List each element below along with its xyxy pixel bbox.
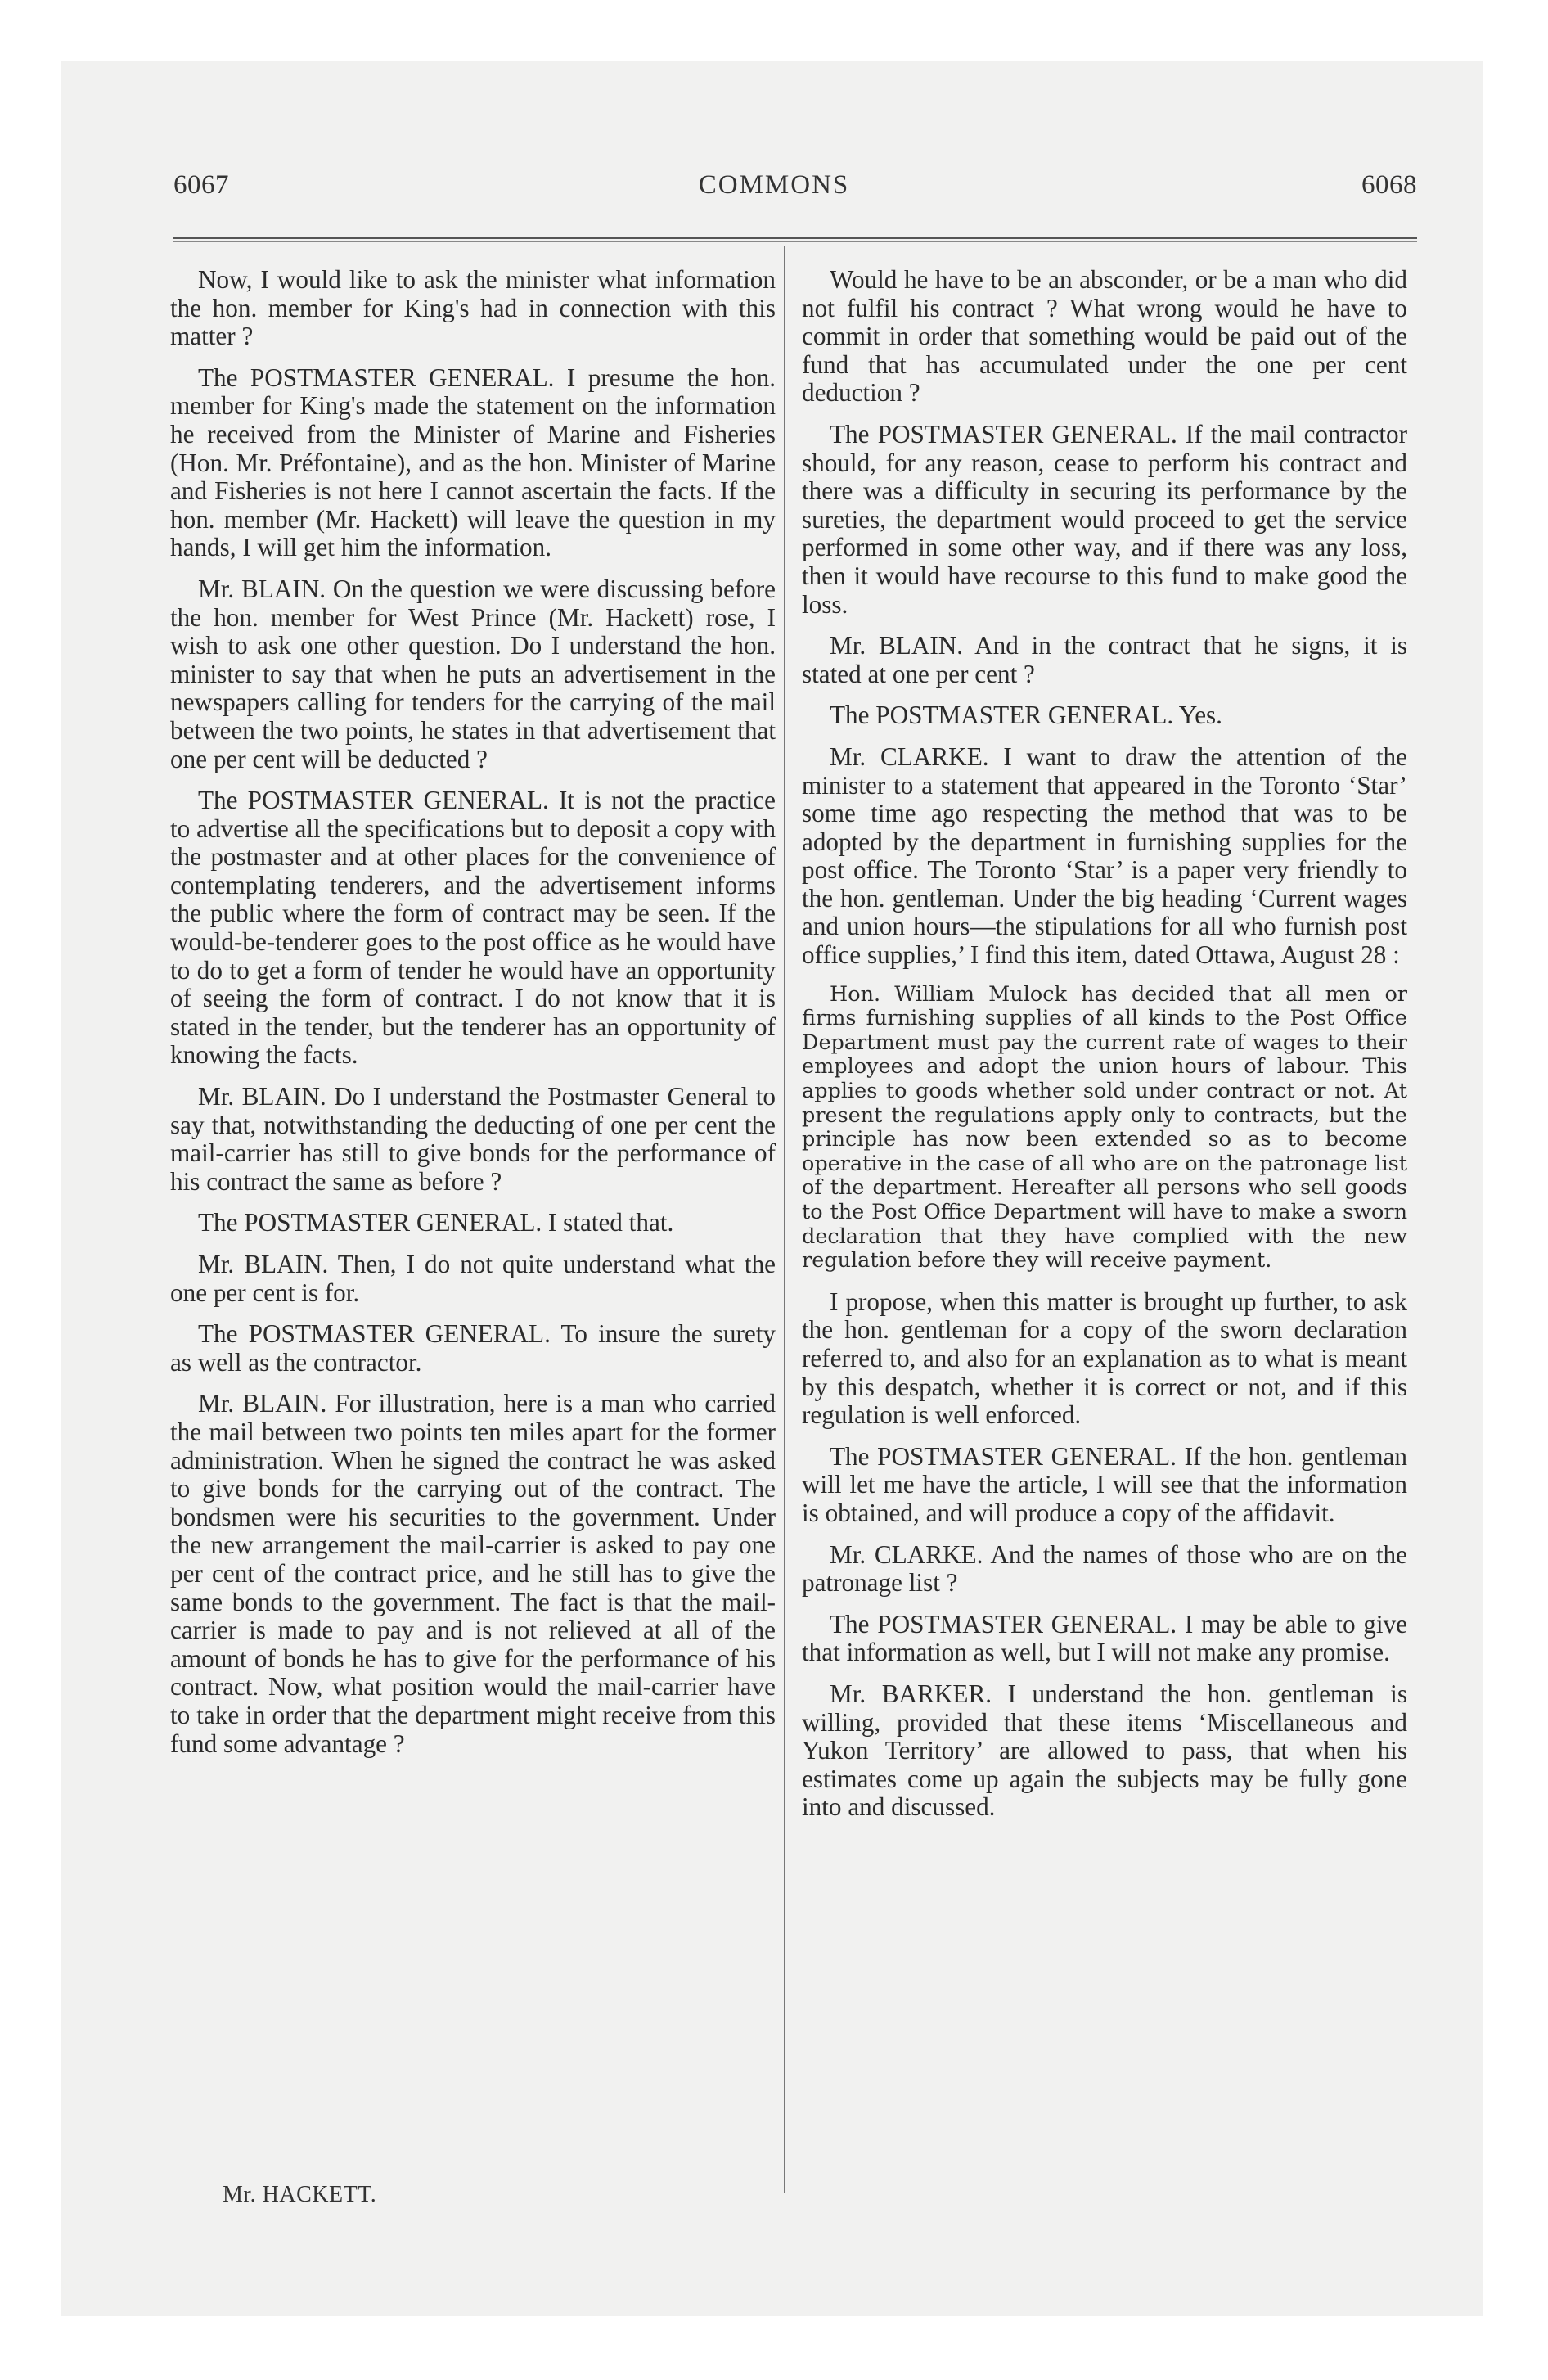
- quoted-item: Hon. William Mulock has decided that all men or firms furnishing supplies of all kinds to the Post Office Department must pay the current rate of wages to their employees and adopt the union hours of labour. This applies to goods whether sold under contract or not. At present the regulations apply only to contracts, but the principle has now been extended so as to become operative in the case of all who are on the patronage list of the department. Hereafter all persons who sell goods to the Post Office Department will have to make a sworn declaration that they have complied with the new regulation before they will receive payment.: [802, 981, 1407, 1273]
- paragraph: The POSTMASTER GENERAL. To insure the surety as well as the contractor.: [170, 1319, 776, 1377]
- paragraph: The POSTMASTER GENERAL. I stated that.: [198, 1208, 674, 1237]
- column-divider: [784, 246, 785, 2193]
- paragraph: Mr. BARKER. I understand the hon. gentleman is willing, provided that these items ‘Miscellaneous and Yukon Territory’ are allowed to pass, that when his estimates come up again the subjects may be fully gone into and discussed.: [802, 1679, 1407, 1822]
- paragraph: The POSTMASTER GENERAL. I presume the hon. member for King's made the statement on the information he received from the Minister of Marine and Fisheries (Hon. Mr. Préfontaine), and as the hon. Minister of Marine and Fisheries is not here I cannot ascertain the facts. If the hon. member (Mr. Hackett) will leave the question in my hands, I will get him the information.: [170, 363, 776, 562]
- paragraph: Mr. CLARKE. I want to draw the attention of the minister to a statement that appeared in the Toronto ‘Star’ some time ago respecting the method that was to be adopted by the department in furnishing supplies for the post office. The Toronto ‘Star’ is a paper very friendly to the hon. gentleman. Under the big heading ‘Current wages and union hours—the stipulations for all who furnish post office supplies,’ I find this item, dated Ottawa, August 28 :: [802, 741, 1407, 970]
- paragraph: The POSTMASTER GENERAL. I may be able to give that information as well, but I will not make any promise.: [802, 1609, 1407, 1667]
- paragraph: Would he have to be an absconder, or be a man who did not fulfil his contract ? What wrong would he have to commit in order that something would be paid out of the fund that has accumulated under the one per cent deduction ?: [802, 265, 1407, 408]
- paragraph: Mr. BLAIN. Do I understand the Postmaster General to say that, notwithstanding the deducting of one per cent the mail-carrier has still to give bonds for the performance of his contract the same as before ?: [170, 1082, 776, 1196]
- page-number-right: 6068: [1361, 170, 1417, 200]
- right-column: [802, 266, 1407, 1835]
- header-rule-secondary: [173, 241, 1417, 242]
- paragraph: The POSTMASTER GENERAL. Yes.: [830, 701, 1222, 730]
- paragraph: Mr. BLAIN. And in the contract that he signs, it is stated at one per cent ?: [802, 631, 1407, 688]
- paragraph: Mr. BLAIN. Then, I do not quite understand what the one per cent is for.: [170, 1250, 776, 1307]
- paragraph: I propose, when this matter is brought up further, to ask the hon. gentleman for a copy of the sworn declaration referred to, and also for an explanation as to what is meant by this despatch, whether it is correct or not, and if this regulation is well enforced.: [802, 1287, 1407, 1430]
- paragraph: The POSTMASTER GENERAL. It is not the practice to advertise all the specifications but to deposit a copy with the postmaster and at other places for the convenience of contemplating tenderers, and the advertisement informs the public where the form of contract may be seen. If the would-be-tenderer goes to the post office as he would have to do to get a form of tender he would have an opportunity of seeing the form of contract. I do not know that it is stated in the tender, but the tenderer has an opportunity of knowing the facts.: [170, 786, 776, 1070]
- left-column: [170, 266, 776, 1771]
- paragraph: The POSTMASTER GENERAL. If the hon. gentleman will let me have the article, I will see that the information is obtained, and will produce a copy of the affidavit.: [802, 1441, 1407, 1527]
- page-footer-speaker: Mr. HACKETT.: [223, 2182, 377, 2207]
- paragraph: The POSTMASTER GENERAL. If the mail contractor should, for any reason, cease to perform his contract and there was a difficulty in securing its performance by the sureties, the department would proceed to get the service performed in some other way, and if there was any loss, then it would have recourse to this fund to make good the loss.: [802, 419, 1407, 619]
- paragraph: Now, I would like to ask the minister what information the hon. member for King's had in connection with this matter ?: [170, 265, 776, 351]
- paragraph: Mr. BLAIN. On the question we were discussing before the hon. member for West Prince (Mr. Hackett) rose, I wish to ask one other question. Do I understand the hon. minister to say that when he puts an advertisement in the newspapers calling for tenders for the carrying of the mail between the two points, he states in that advertisement that one per cent will be deducted ?: [170, 574, 776, 773]
- paragraph: Mr. BLAIN. For illustration, here is a man who carried the mail between two points ten miles apart for the former administration. When he signed the contract he was asked to give bonds for the carrying out of the contract. The bondsmen were his securities to the government. Under the new arrangement the mail-carrier is asked to pay one per cent of the contract price, and he still has to give the same bonds to the government. The fact is that the mail-carrier is made to pay and is not relieved at all of the amount of bonds he has to give for the performance of his contract. Now, what position would the mail-carrier have to take in order that the department might receive from this fund some advantage ?: [170, 1389, 776, 1758]
- page-number-left: 6067: [173, 170, 229, 200]
- paragraph: Mr. CLARKE. And the names of those who are on the patronage list ?: [802, 1539, 1407, 1598]
- header-rule: [173, 237, 1417, 239]
- page-title: COMMONS: [698, 170, 850, 200]
